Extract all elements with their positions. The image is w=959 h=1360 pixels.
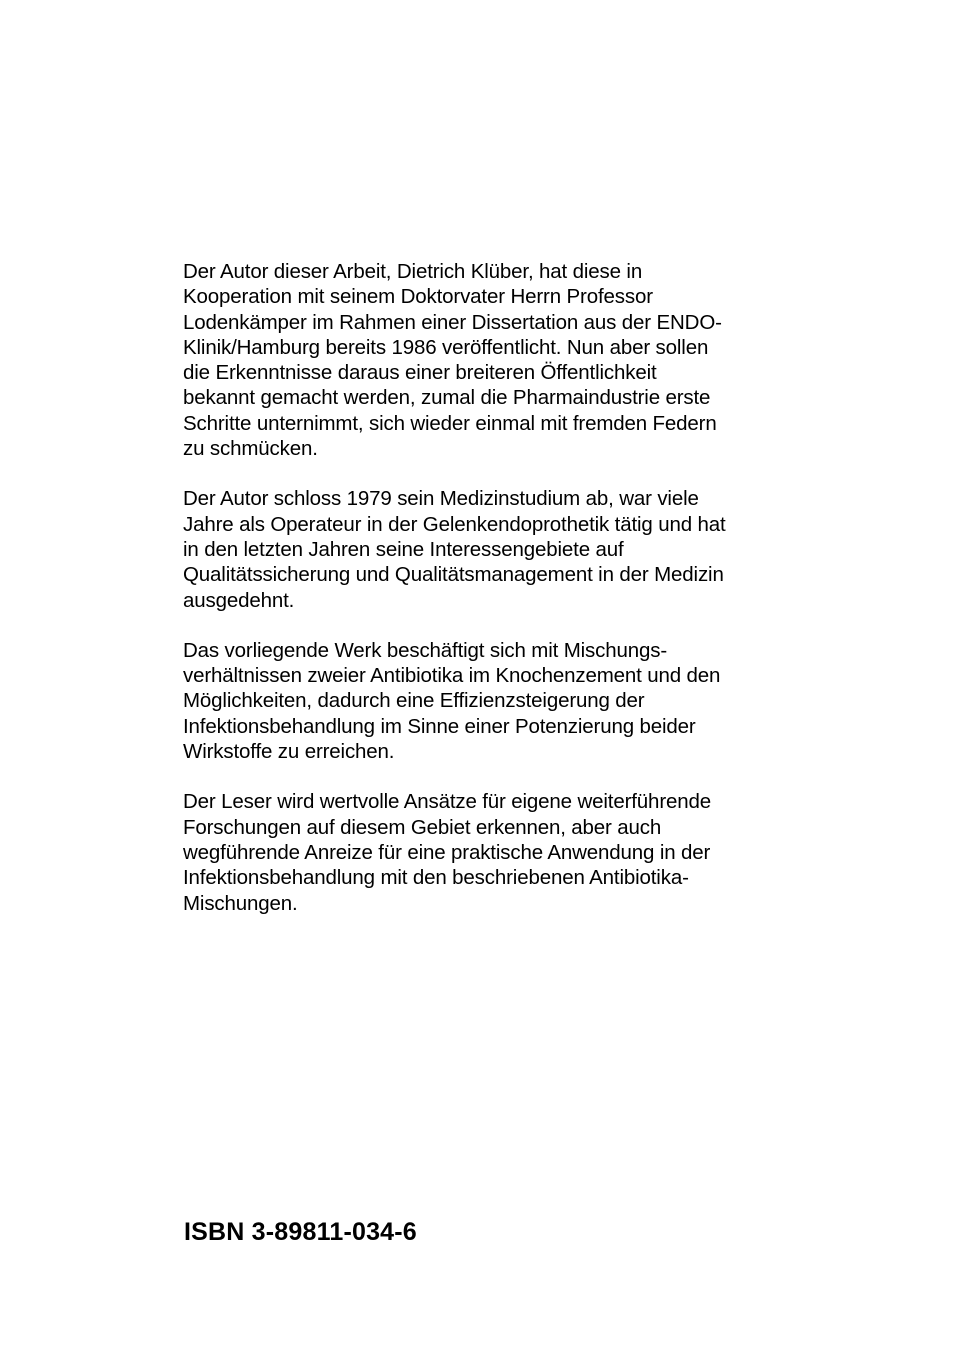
text-line: Klinik/Hamburg bereits 1986 veröffentlicht. Nun aber sollen — [183, 335, 709, 359]
text-line: Lodenkämper im Rahmen einer Dissertation aus der ENDO- — [183, 310, 722, 334]
text-line: Der Autor dieser Arbeit, Dietrich Klüber, hat diese in — [183, 260, 643, 283]
text-line: Infektionsbehandlung mit den beschriebenen Antibiotika- — [183, 866, 689, 890]
text-line: bekannt gemacht werden, zumal die Pharmaindustrie erste — [183, 386, 711, 410]
paragraph-reader-benefit — [183, 789, 803, 915]
text-line: die Erkenntnisse daraus einer breiteren Öffentlichkeit — [183, 361, 657, 385]
text-line: Möglichkeiten, dadurch eine Effizienzsteigerung der — [183, 689, 645, 713]
text-line: Forschungen auf diesem Gebiet erkennen, aber auch — [183, 815, 662, 839]
text-line: Mischungen. — [183, 891, 298, 915]
paragraph-work-description — [183, 638, 803, 764]
text-line: Qualitätssicherung und Qualitätsmanagement in der Medizin — [183, 563, 724, 587]
text-line: ausgedehnt. — [183, 588, 295, 612]
text-line: Der Autor schloss 1979 sein Medizinstudium ab, war viele — [183, 487, 699, 511]
paragraph-author-publication — [183, 259, 803, 461]
text-line: verhältnissen zweier Antibiotika im Knochenzement und den — [183, 664, 721, 688]
text-line: wegführende Anreize für eine praktische Anwendung in der — [183, 840, 711, 864]
text-line: Jahre als Operateur in der Gelenkendoprothetik tätig und hat — [183, 512, 726, 536]
text-line: Infektionsbehandlung im Sinne einer Potenzierung beider — [183, 714, 696, 738]
blurb-text-block — [183, 259, 803, 941]
paragraph-author-biography — [183, 486, 803, 612]
text-line: Das vorliegende Werk beschäftigt sich mit Mischungs- — [183, 638, 668, 662]
isbn-number: ISBN 3-89811-034-6 — [184, 1218, 417, 1246]
text-line: in den letzten Jahren seine Interessengebiete auf — [183, 537, 624, 561]
text-line: zu schmücken. — [183, 437, 318, 461]
text-line: Kooperation mit seinem Doktorvater Herrn Professor — [183, 285, 653, 309]
text-line: Schritte unternimmt, sich wieder einmal mit fremden Federn — [183, 411, 717, 435]
text-line: Der Leser wird wertvolle Ansätze für eigene weiterführende — [183, 790, 711, 814]
text-line: Wirkstoffe zu erreichen. — [183, 740, 395, 764]
